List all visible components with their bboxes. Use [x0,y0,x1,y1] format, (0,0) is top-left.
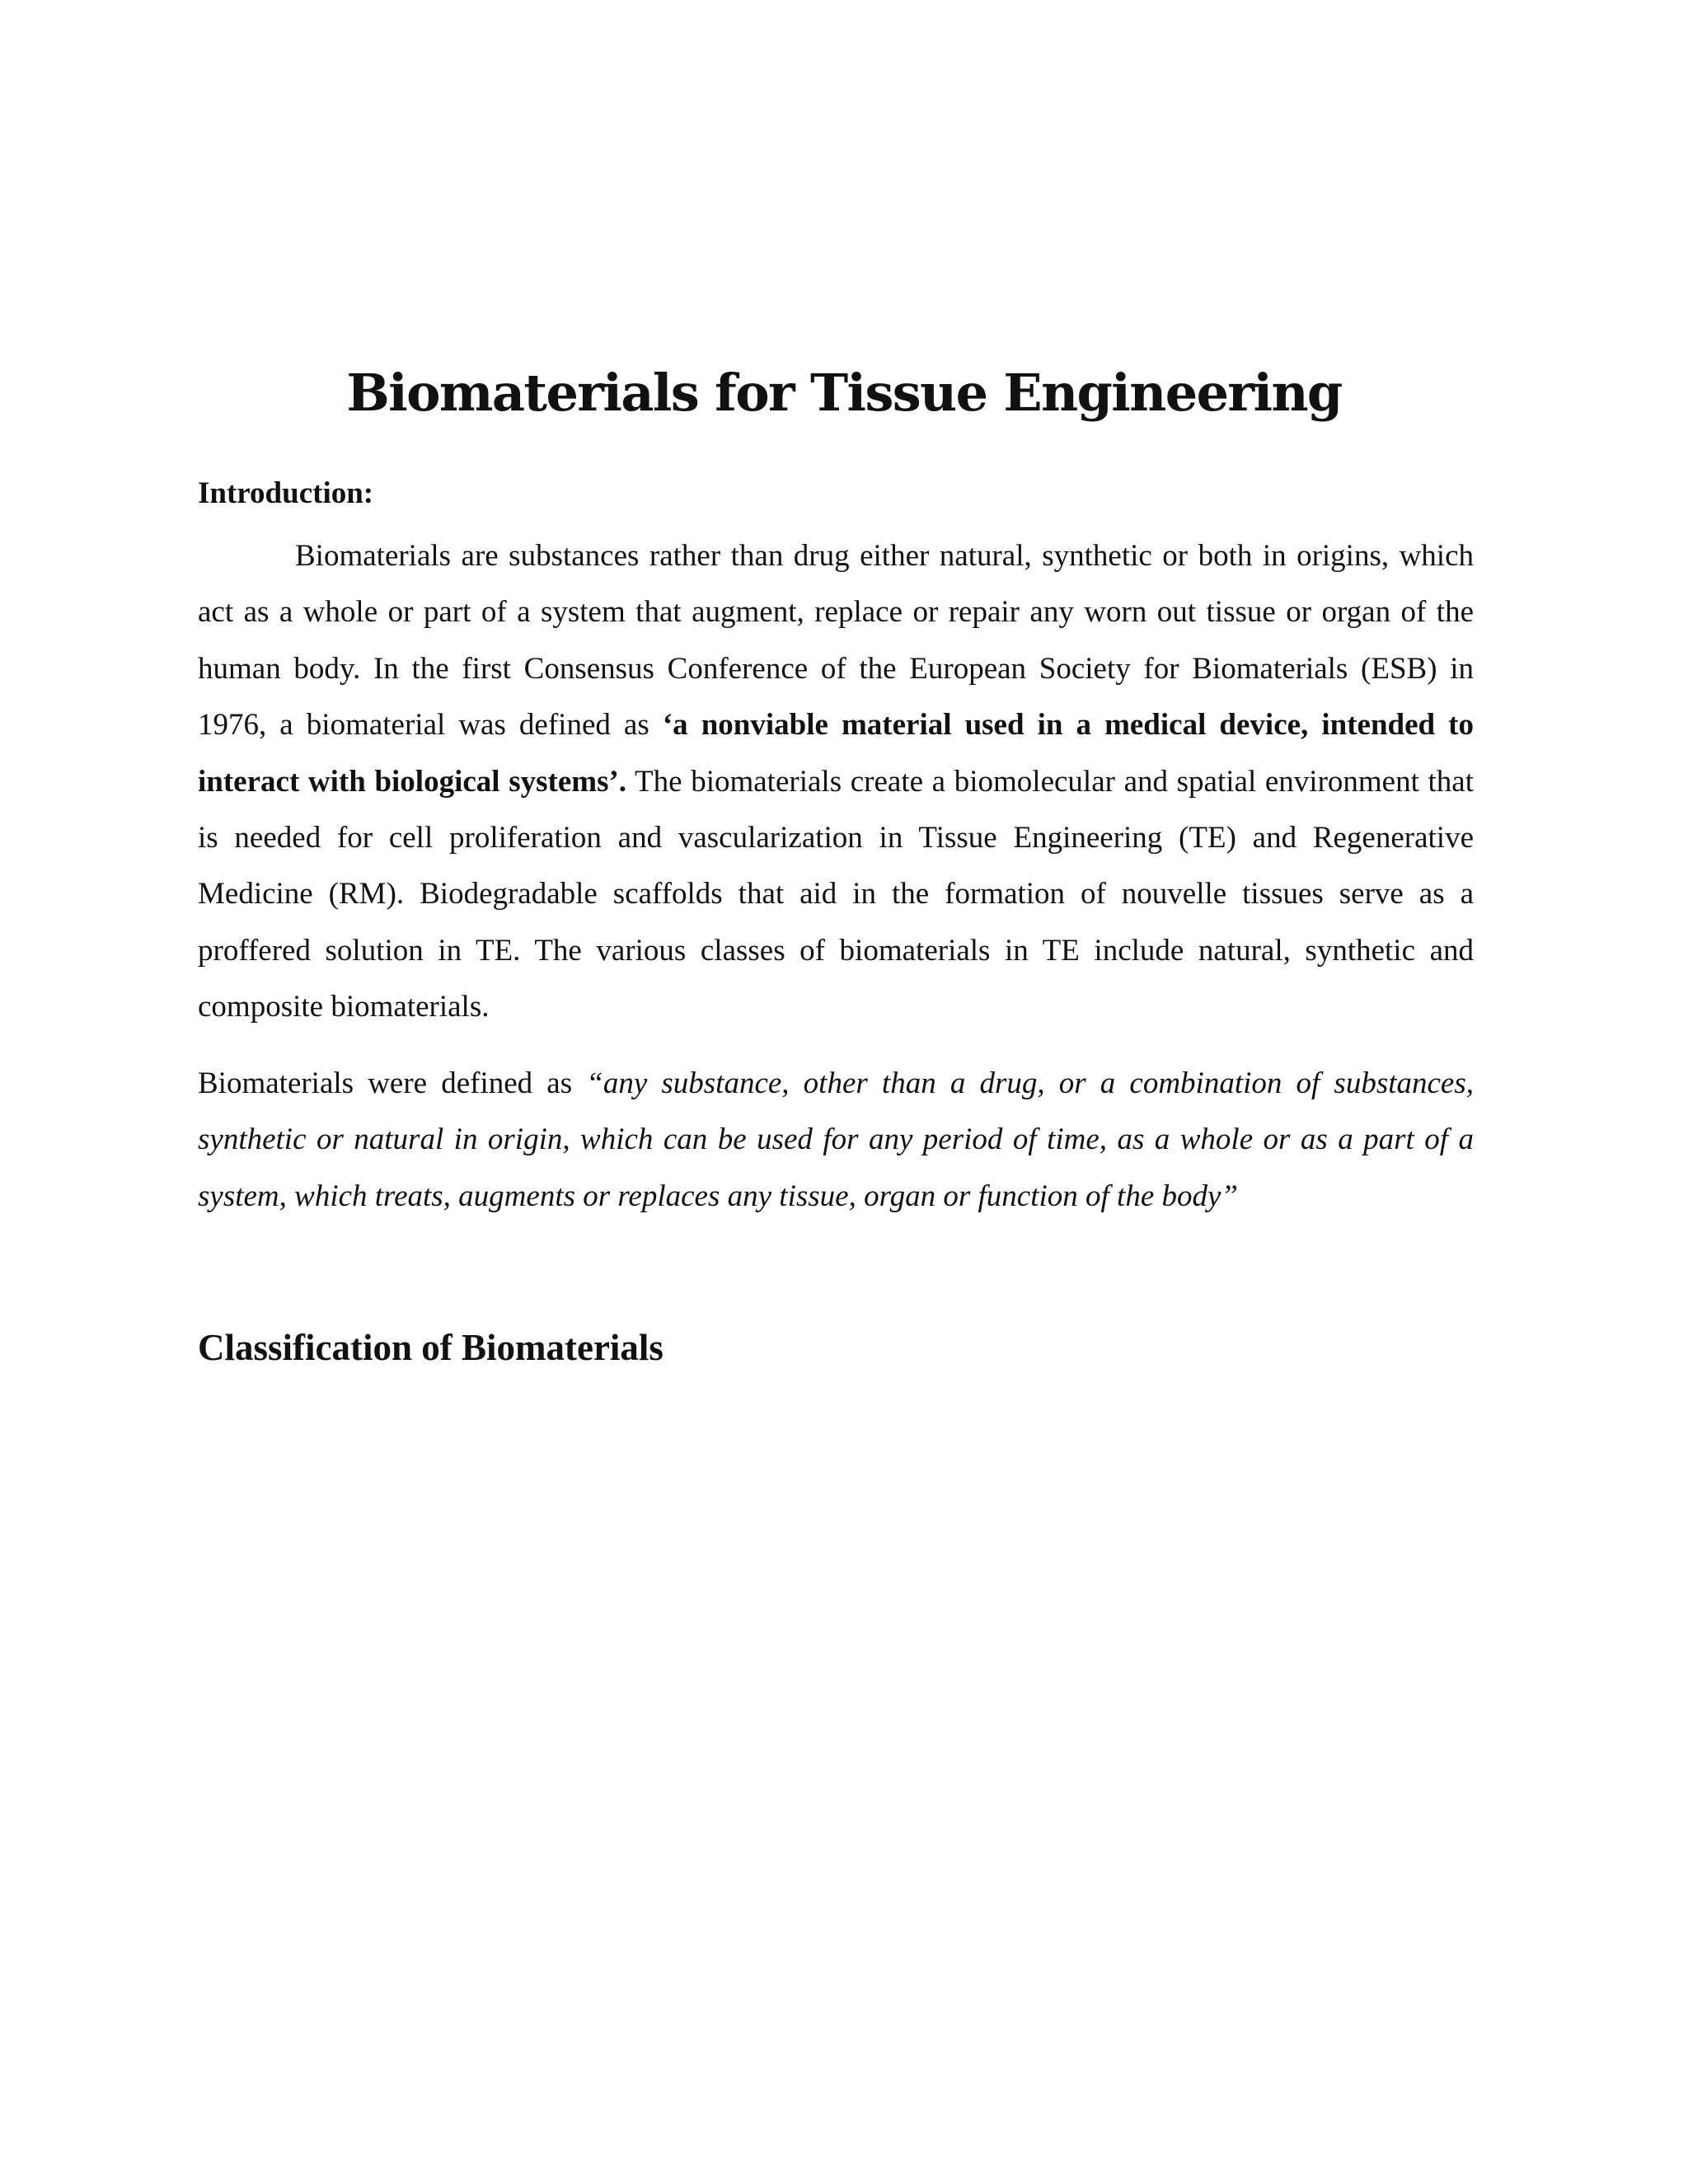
definition-quote-italic: “any substance, other than a drug, or a combination of substances, synthetic or natural in origin, which can be used for any period of time, as a whole or as a part of a system, which treats, augments or replaces any tissue, organ or function of the body” [198,1066,1475,1213]
intro-paragraph-text-end: The biomaterials create a biomolecular and spatial environment that is needed for cell proliferation and vascularization in Tissue Engineering (TE) and Regenerative Medicine (RM). Biodegradable scaffolds that aid in the formation of nouvelle tissues serve as a proffered solution in TE. The various classes of biomaterials in TE include natural, synthetic and composite biomaterials. [198,764,1475,1024]
definition-paragraph [198,1056,1474,1225]
intro-paragraph-text-start: Biomaterials are substances rather than drug either natural, synthetic or both in origins, which act as a whole or part of a system that augment, replace or repair any worn out tissue or organ of the human body. In the first Consensus Conference of the European Society for Biomaterials (ESB) in 1976, a biomaterial was defined as [198,539,1474,743]
document-title: Biomaterials for Tissue Engineering [346,363,1342,423]
introduction-heading: Introduction: [198,476,374,510]
esb-definition-bold: ‘a nonviable material used in a medical device, intended to interact with biological systems’. [198,708,1474,799]
classification-heading: Classification of Biomaterials [198,1327,663,1368]
definition-paragraph-lead: Biomaterials were defined as [198,1066,587,1100]
intro-paragraph [198,528,1474,1036]
